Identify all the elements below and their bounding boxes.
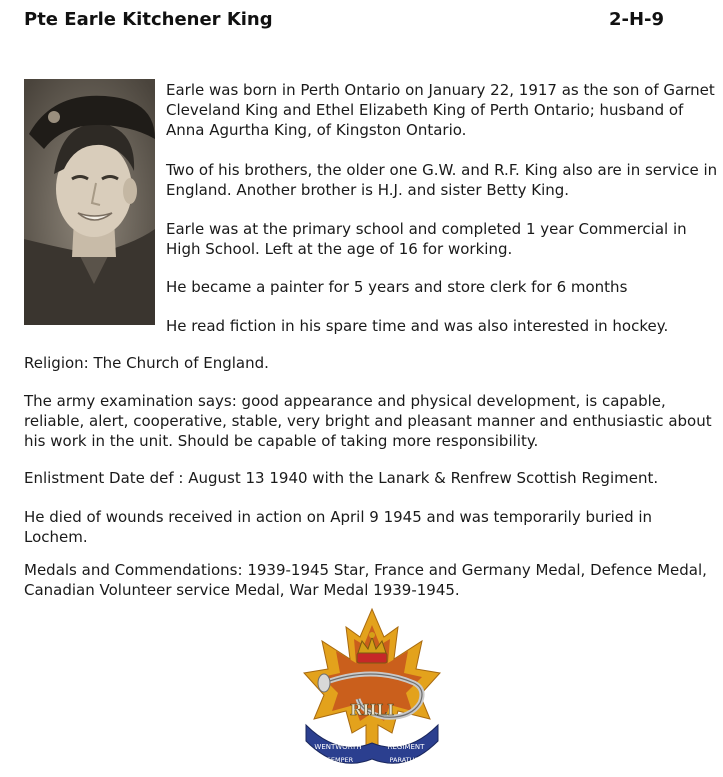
medals-paragraph: Medals and Commendations: 1939-1945 Star, France and Germany Medal, Defence Medal, Canadian Volunteer service Medal, War Medal 1939-1945. — [24, 561, 707, 599]
soldier-portrait-photo — [24, 79, 155, 325]
grave-reference: 2-H-9 — [609, 9, 665, 30]
hobbies-paragraph: He read fiction in his spare time and was also interested in hockey. — [166, 317, 669, 335]
school-paragraph: Earle was at the primary school and completed 1 year Commercial in High School. Left at the age of 16 for working. — [166, 220, 687, 258]
badge-scroll-left: WENTWORTH — [314, 743, 362, 751]
badge-motto-left: SEMPER — [326, 756, 354, 764]
army-exam-paragraph: The army examination says: good appearance and physical development, is capable, reliable, alert, cooperative, stable, very bright and pleasant manner and enthusiastic about his work in the unit. Should be capable of taking more responsibility. — [24, 392, 712, 450]
badge-motto-right: PARATUS — [389, 756, 419, 764]
enlistment-paragraph: Enlistment Date def : August 13 1940 with the Lanark & Renfrew Scottish Regiment. — [24, 469, 659, 487]
badge-scroll-right: REGIMENT — [387, 743, 425, 751]
religion-paragraph: Religion: The Church of England. — [24, 354, 269, 372]
work-paragraph: He became a painter for 5 years and store clerk for 6 months — [166, 278, 628, 296]
birth-paragraph: Earle was born in Perth Ontario on January 22, 1917 as the son of Garnet Cleveland King and Ethel Elizabeth King of Perth Ontario; husband of Anna Agurtha King, of Kingston Ontario. — [166, 81, 715, 139]
death-paragraph: He died of wounds received in action on April 9 1945 and was temporarily buried in Lochem. — [24, 508, 653, 546]
brothers-paragraph: Two of his brothers, the older one G.W. and R.F. King also are in service in England. Another brother is H.J. and sister Betty King. — [166, 161, 718, 199]
badge-initials: RHLI — [349, 701, 395, 719]
regiment-badge — [302, 607, 442, 767]
soldier-name: Pte Earle Kitchener King — [24, 9, 273, 30]
